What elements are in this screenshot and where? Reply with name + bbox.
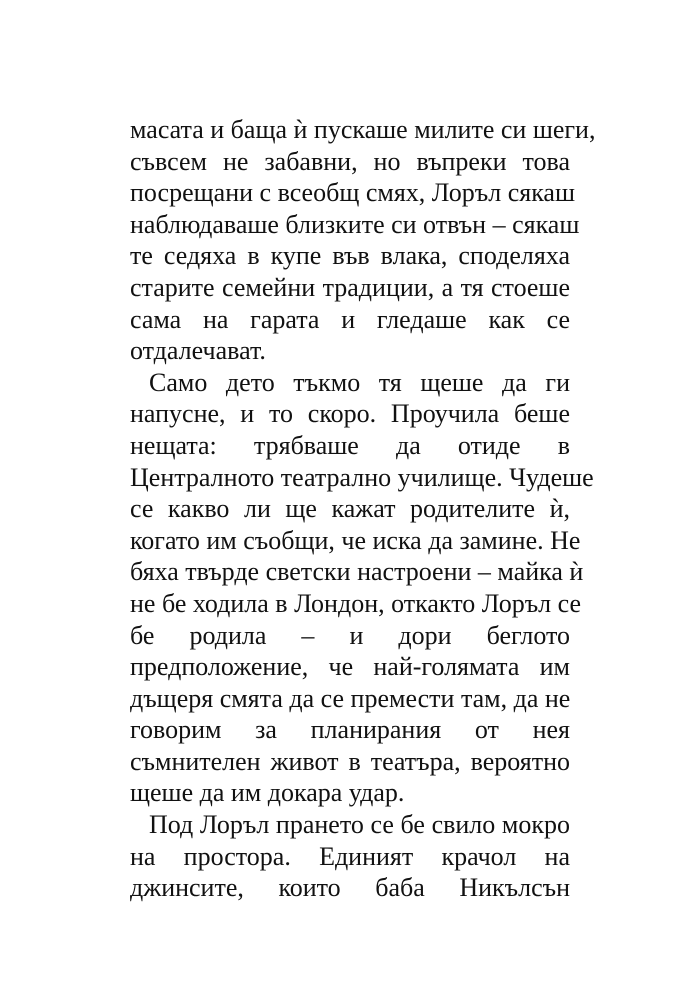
paragraph-1 <box>130 114 596 367</box>
text-line: масата и баща ѝ пускаше милите си шеги, <box>130 115 596 144</box>
text-line: сама на гарата и гледаше как се <box>130 304 570 334</box>
text-line: бяха твърде светски настроени – майка ѝ <box>130 557 584 587</box>
text-line: не бе ходила в Лондон, откакто Лоръл се <box>130 588 582 618</box>
book-page <box>130 114 596 904</box>
text-line: напусне, и то скоро. Проучила беше <box>130 399 570 429</box>
text-line: се какво ли ще кажат родителите ѝ, <box>130 494 570 524</box>
text-line: бе родила – и дори беглото <box>130 620 570 650</box>
text-line: джинсите, които баба Никълсън <box>130 873 570 903</box>
text-line: съмнителен живот в театъра, вероятно <box>130 746 570 776</box>
text-line: щеше да им докара удар. <box>130 778 405 808</box>
text-line: Само дето тъкмо тя щеше да ги <box>149 367 570 397</box>
text-line: на простора. Единият крачол на <box>130 841 570 871</box>
text-line: дъщеря смята да се премести там, да не <box>130 683 571 713</box>
paragraph-3 <box>130 809 570 904</box>
paragraph-2 <box>130 367 594 809</box>
text-line: Централното театрално училище. Чудеше <box>130 462 594 492</box>
text-line: предположение, че най-голямата им <box>130 652 570 682</box>
text-line: старите семейни традиции, а тя стоеше <box>130 272 570 302</box>
text-line: нещата: трябваше да отиде в <box>130 430 570 460</box>
text-line: говорим за планирания от нея <box>130 715 570 745</box>
text-line: Под Лоръл прането се бе свило мокро <box>149 810 570 840</box>
text-line: отдалечават. <box>130 336 266 366</box>
text-line: те седяха в купе във влака, споделяха <box>130 241 570 271</box>
text-line: наблюдаваше близките си отвън – сякаш <box>130 209 580 239</box>
text-line: когато им съобщи, че иска да замине. Не <box>130 525 581 555</box>
text-line: съвсем не забавни, но въпреки това <box>130 146 570 176</box>
text-line: посрещани с всеобщ смях, Лоръл сякаш <box>130 178 575 208</box>
